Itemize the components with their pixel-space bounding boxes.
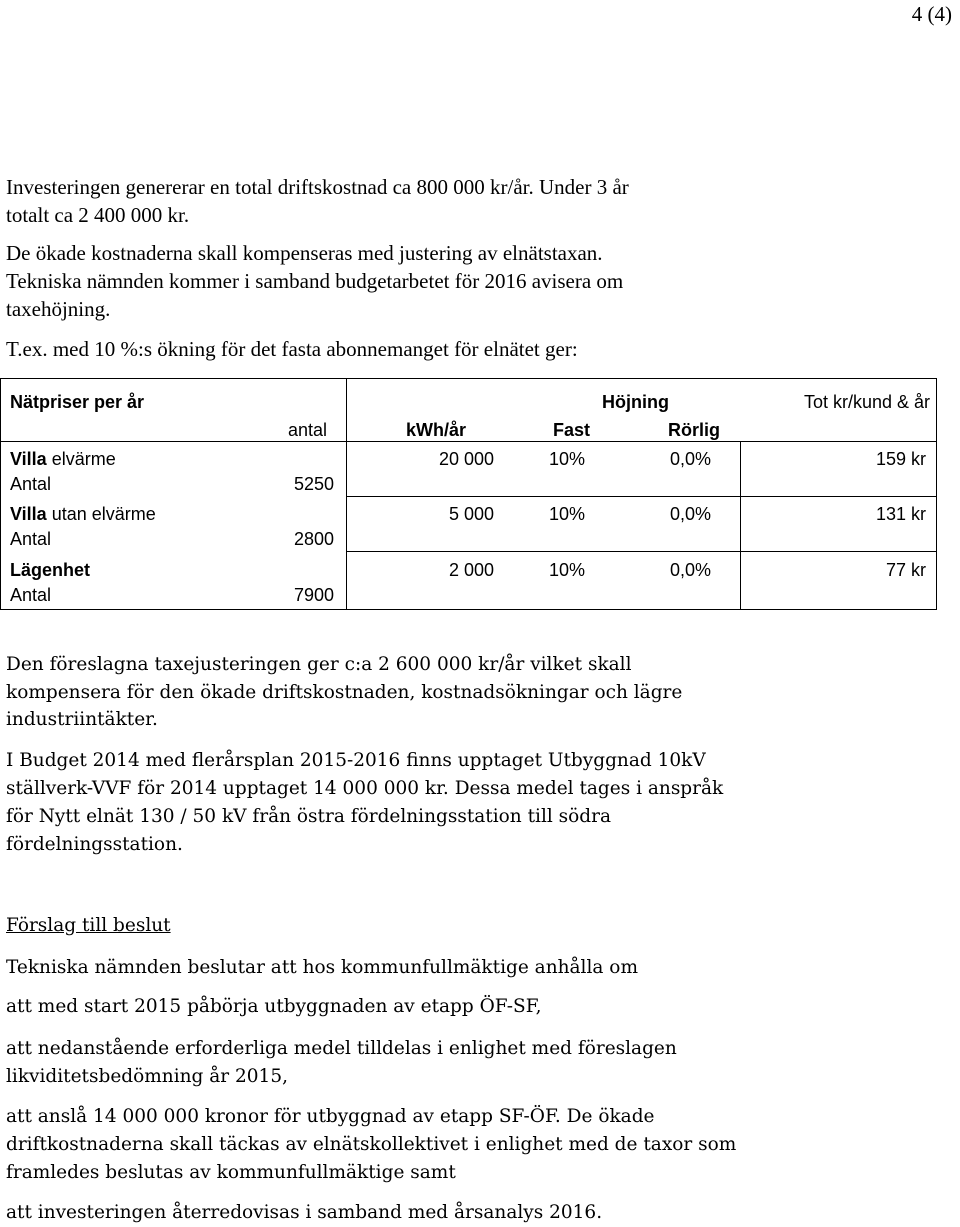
paragraph-line: att med start 2015 påbörja utbyggnaden av etapp ÖF-SF, [6,996,542,1017]
table-row-kwh: 20 000 [438,449,494,469]
table-row-rorlig: 0,0% [670,560,712,580]
page-number: 4 (4) [911,2,952,26]
paragraph-line: totalt ca 2 400 000 kr. [6,203,190,227]
table-header-fast: Fast [553,420,591,440]
table-divider [740,496,741,551]
paragraph-line: T.ex. med 10 %:s ökning för det fasta abonnemanget för elnätet ger: [6,337,578,361]
table-row-name: Lägenhet [10,560,91,580]
table-divider [346,378,347,610]
table-divider [0,441,937,442]
table-header-hojning: Höjning [602,392,669,412]
paragraph-line: att investeringen återredovisas i samband med årsanalys 2016. [6,1202,603,1223]
paragraph-line: Tekniska nämnden beslutar att hos kommunfullmäktige anhålla om [6,957,638,978]
table-row-count: 2800 [293,529,334,549]
table-row-tot: 159 kr [875,449,926,469]
paragraph-line: för Nytt elnät 130 / 50 kV från östra fördelningsstation till södra [6,806,612,827]
table-header-natpriser: Nätpriser per år [10,392,145,412]
table-divider [346,551,937,552]
paragraph-line: Investeringen genererar en total driftskostnad ca 800 000 kr/år. Under 3 år [6,175,629,199]
table-divider [346,496,937,497]
paragraph-line: fördelningsstation. [6,834,183,855]
paragraph-line: I Budget 2014 med flerårsplan 2015-2016 finns upptaget Utbyggnad 10kV [6,750,706,771]
table-row-kwh: 5 000 [448,504,494,524]
paragraph-line: industriintäkter. [6,709,158,730]
table-row-sub: Antal [10,474,52,494]
paragraph-line: att anslå 14 000 000 kronor för utbyggnad av etapp SF-ÖF. De ökade [6,1106,655,1127]
table-row-tot: 131 kr [875,504,926,524]
table-row-count: 5250 [293,474,334,494]
table-divider [740,551,741,609]
table-row-fast: 10% [549,560,586,580]
table-header-antal: antal [288,420,328,440]
paragraph-line: De ökade kostnaderna skall kompenseras med justering av elnätstaxan. [6,241,603,265]
table-row-count: 7900 [293,585,334,605]
paragraph-line: ställverk-VVF för 2014 upptaget 14 000 000 kr. Dessa medel tages i anspråk [6,778,724,799]
paragraph-line: kompensera för den ökade driftskostnaden, kostnadsökningar och lägre [6,682,683,703]
paragraph-line: driftkostnaderna skall täckas av elnätskollektivet i enlighet med de taxor som [6,1134,737,1155]
paragraph-line: att nedanstående erforderliga medel tilldelas i enlighet med föreslagen [6,1038,677,1059]
table-row-kwh: 2 000 [448,560,494,580]
paragraph-line: framledes beslutas av kommunfullmäktige samt [6,1162,456,1183]
table-divider [740,441,741,496]
paragraph-line: likviditetsbedömning år 2015, [6,1066,288,1087]
paragraph-line: Den föreslagna taxejusteringen ger c:a 2 600 000 kr/år vilket skall [6,654,632,675]
table-header-rorlig: Rörlig [668,420,720,440]
paragraph-line: taxehöjning. [6,297,111,321]
table-row-tot: 77 kr [885,560,926,580]
table-row-fast: 10% [549,449,586,469]
table-header-tot: Tot kr/kund & år [803,392,930,412]
table-row-name: Villa utan elvärme [10,504,156,524]
table-row-fast: 10% [549,504,586,524]
table-row-sub: Antal [10,529,52,549]
table-row-name: Villa elvärme [10,449,116,469]
table-row-rorlig: 0,0% [670,449,712,469]
section-heading: Förslag till beslut [6,915,171,936]
table-row-rorlig: 0,0% [670,504,712,524]
table-header-kwh: kWh/år [406,420,467,440]
table-row-sub: Antal [10,585,52,605]
paragraph-line: Tekniska nämnden kommer i samband budgetarbetet för 2016 avisera om [6,269,624,293]
